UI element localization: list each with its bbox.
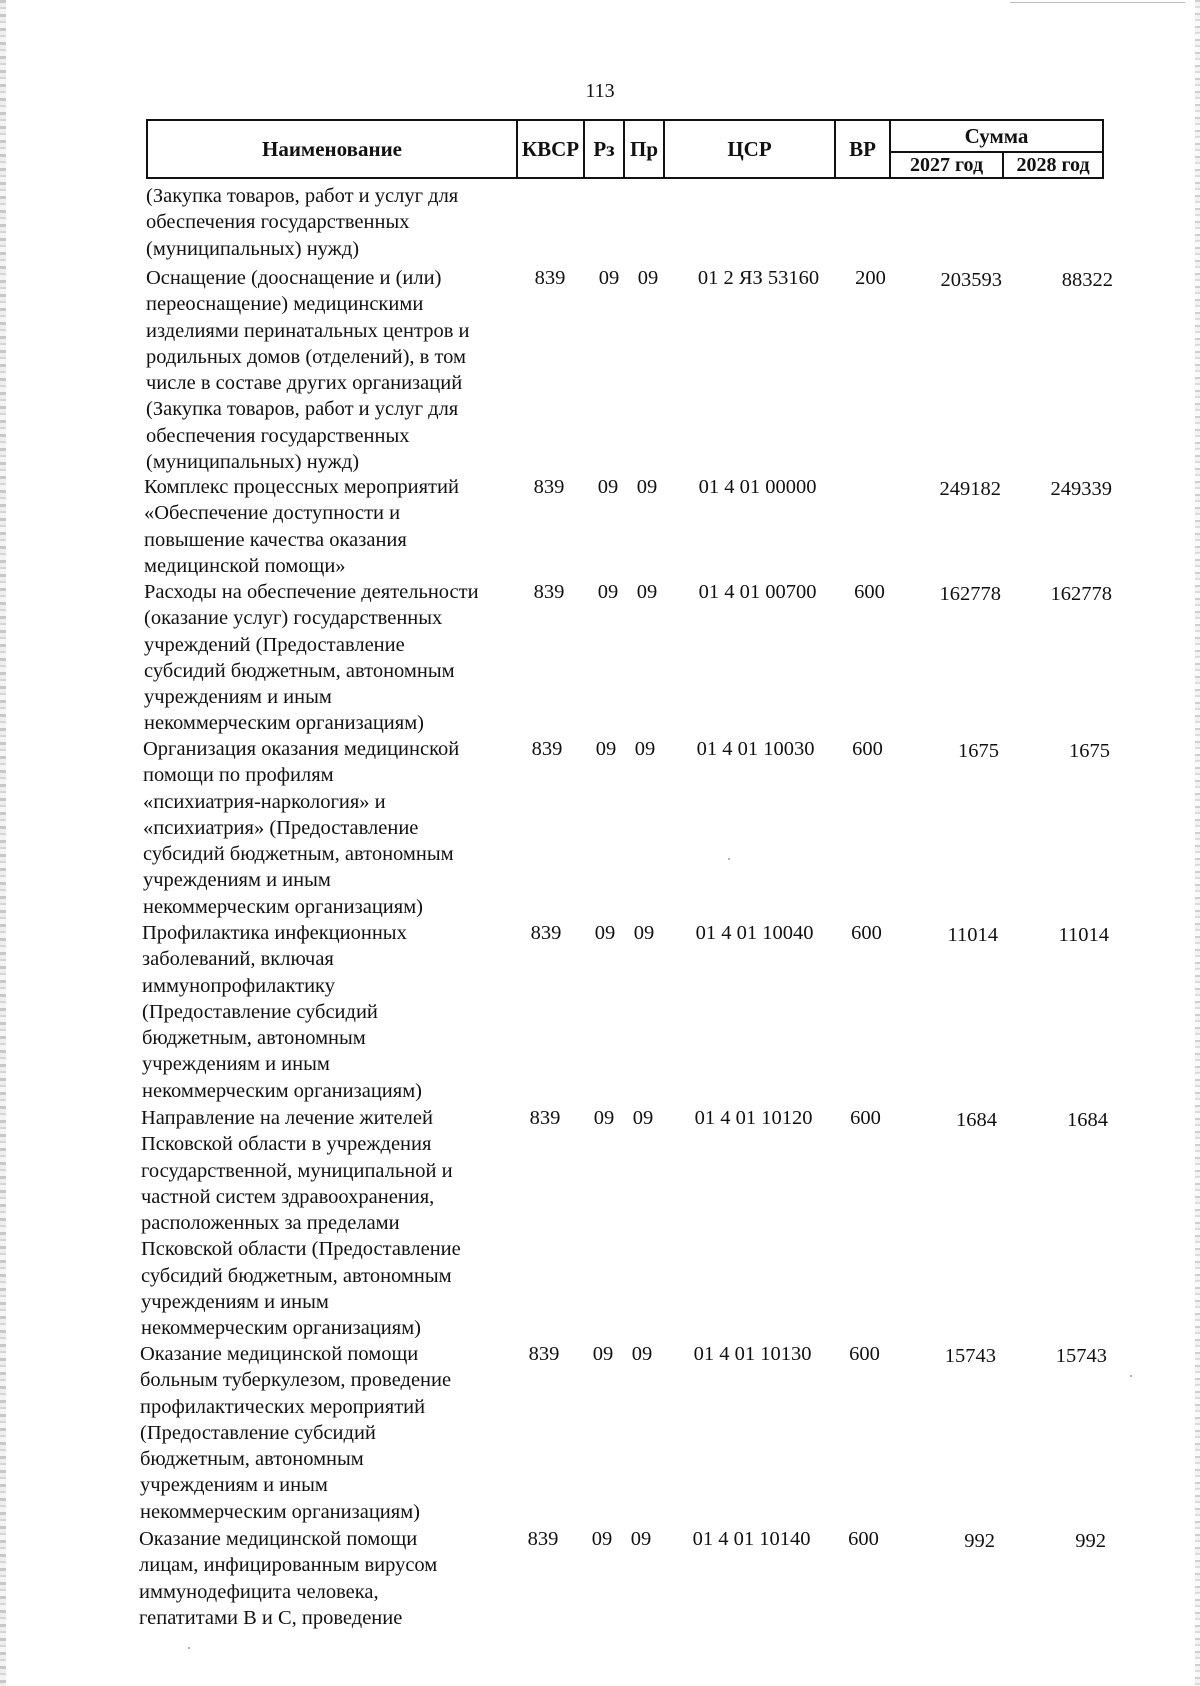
row-name: Оказание медицинской помощи больным туберкулезом, проведение профилактических мероприятий (Предоставление субсидий бюджетным, автономным учреждениям и иным некоммерческим организациям) (140, 1343, 452, 1523)
cell-y2027: 249182 (939, 478, 1001, 500)
row-name: (Закупка товаров, работ и услуг для обеспечения государственных (муниципальных) нужд) (146, 185, 459, 260)
row-name: Организация оказания медицинской помощи по профилям «психиатрия-наркология» и «психиатрия» (Предоставление субсидий бюджетным, автономным учреждениям и иным некоммерческим организациям) (143, 738, 460, 918)
header-vr: ВР (835, 120, 890, 178)
header-pr: Пр (624, 120, 664, 178)
cell-vr: 600 (848, 1528, 879, 1550)
cell-rz: 09 (595, 738, 617, 760)
row-name: Расходы на обеспечение деятельности (оказание услуг) государственных учреждений (Предоставление субсидий бюджетным, автономным учреждениям и иным некоммерческим организациям) (144, 581, 479, 735)
row-name: Оказание медицинской помощи лицам, инфицированным вирусом иммунодефицита человека, гепатитами В и С, проведение (139, 1528, 438, 1629)
cell-y2027: 203593 (940, 269, 1002, 291)
cell-kvsr: 839 (533, 581, 565, 603)
cell-pr: 09 (636, 581, 658, 603)
cell-y2027: 11014 (947, 924, 998, 946)
cell-y2028: 88322 (1061, 269, 1113, 291)
cell-kvsr: 839 (527, 1528, 559, 1550)
cell-pr: 09 (632, 1107, 654, 1129)
cell-rz: 09 (598, 267, 620, 289)
cell-y2027: 162778 (939, 583, 1001, 605)
cell-kvsr: 839 (529, 1107, 561, 1129)
cell-kvsr: 839 (533, 476, 565, 498)
cell-pr: 09 (637, 267, 659, 289)
cell-y2028: 249339 (1050, 478, 1112, 500)
cell-csr: 01 4 01 10140 (692, 1528, 811, 1550)
header-year-2027: 2027 год (890, 152, 1003, 178)
cell-vr: 200 (855, 267, 886, 289)
row-name: Оснащение (дооснащение и (или) переоснащение) медицинскими изделиями перинатальных центров и родильных домов (отделений), в том числе в составе других организаций (Закупка товаров, работ и услуг для обеспечения государственных (муниципальных) нужд) (146, 267, 470, 474)
header-sum: Сумма (890, 120, 1103, 152)
cell-vr: 600 (851, 922, 882, 944)
cell-pr: 09 (636, 476, 658, 498)
cell-y2028: 1675 (1069, 740, 1110, 762)
header-kvsr: КВСР (517, 120, 584, 178)
cell-csr: 01 4 01 00000 (698, 476, 817, 498)
cell-y2027: 1684 (956, 1109, 997, 1131)
cell-pr: 09 (634, 738, 656, 760)
scan-speck (188, 1647, 190, 1649)
cell-y2028: 11014 (1058, 924, 1109, 946)
cell-pr: 09 (630, 1528, 652, 1550)
cell-rz: 09 (592, 1343, 614, 1365)
cell-vr: 600 (852, 738, 883, 760)
cell-rz: 09 (597, 581, 619, 603)
page-number: 113 (585, 80, 615, 102)
cell-csr: 01 4 01 00700 (698, 581, 817, 603)
row-name: Комплекс процессных мероприятий «Обеспечение доступности и повышение качества оказания медицинской помощи» (144, 476, 459, 577)
scan-speck (1130, 1375, 1132, 1377)
cell-y2028: 992 (1075, 1530, 1106, 1552)
cell-y2028: 15743 (1055, 1345, 1107, 1367)
cell-y2027: 15743 (944, 1345, 996, 1367)
cell-rz: 09 (594, 922, 616, 944)
header-csr: ЦСР (664, 120, 835, 178)
header-name: Наименование (147, 120, 517, 178)
cell-y2028: 162778 (1050, 583, 1112, 605)
cell-rz: 09 (597, 476, 619, 498)
cell-csr: 01 2 ЯЗ 53160 (697, 267, 820, 289)
header-rz: Рз (584, 120, 624, 178)
cell-csr: 01 4 01 10040 (695, 922, 814, 944)
cell-csr: 01 4 01 10130 (693, 1343, 812, 1365)
row-name: Направление на лечение жителей Псковской области в учреждения государственной, муниципальной и частной систем здравоохранения, расположенных за пределами Псковской области (Предоставление субсидий бюджетным, автономным учреждениям и иным некоммерческим организациям) (141, 1107, 461, 1340)
cell-kvsr: 839 (534, 267, 566, 289)
cell-kvsr: 839 (531, 738, 563, 760)
cell-pr: 09 (631, 1343, 653, 1365)
cell-rz: 09 (591, 1528, 613, 1550)
row-name: Профилактика инфекционных заболеваний, включая иммунопрофилактику (Предоставление субсидий бюджетным, автономным учреждениям и иным некоммерческим организациям) (142, 922, 422, 1102)
cell-vr: 600 (854, 581, 885, 603)
cell-kvsr: 839 (530, 922, 562, 944)
cell-csr: 01 4 01 10030 (696, 738, 815, 760)
cell-y2027: 1675 (958, 740, 999, 762)
scan-speck (728, 858, 730, 860)
cell-vr: 600 (850, 1107, 881, 1129)
header-year-2028: 2028 год (1003, 152, 1103, 178)
cell-y2027: 992 (964, 1530, 995, 1552)
cell-pr: 09 (633, 922, 655, 944)
cell-rz: 09 (593, 1107, 615, 1129)
cell-kvsr: 839 (528, 1343, 560, 1365)
cell-csr: 01 4 01 10120 (694, 1107, 813, 1129)
cell-vr: 600 (849, 1343, 880, 1365)
cell-y2028: 1684 (1067, 1109, 1108, 1131)
